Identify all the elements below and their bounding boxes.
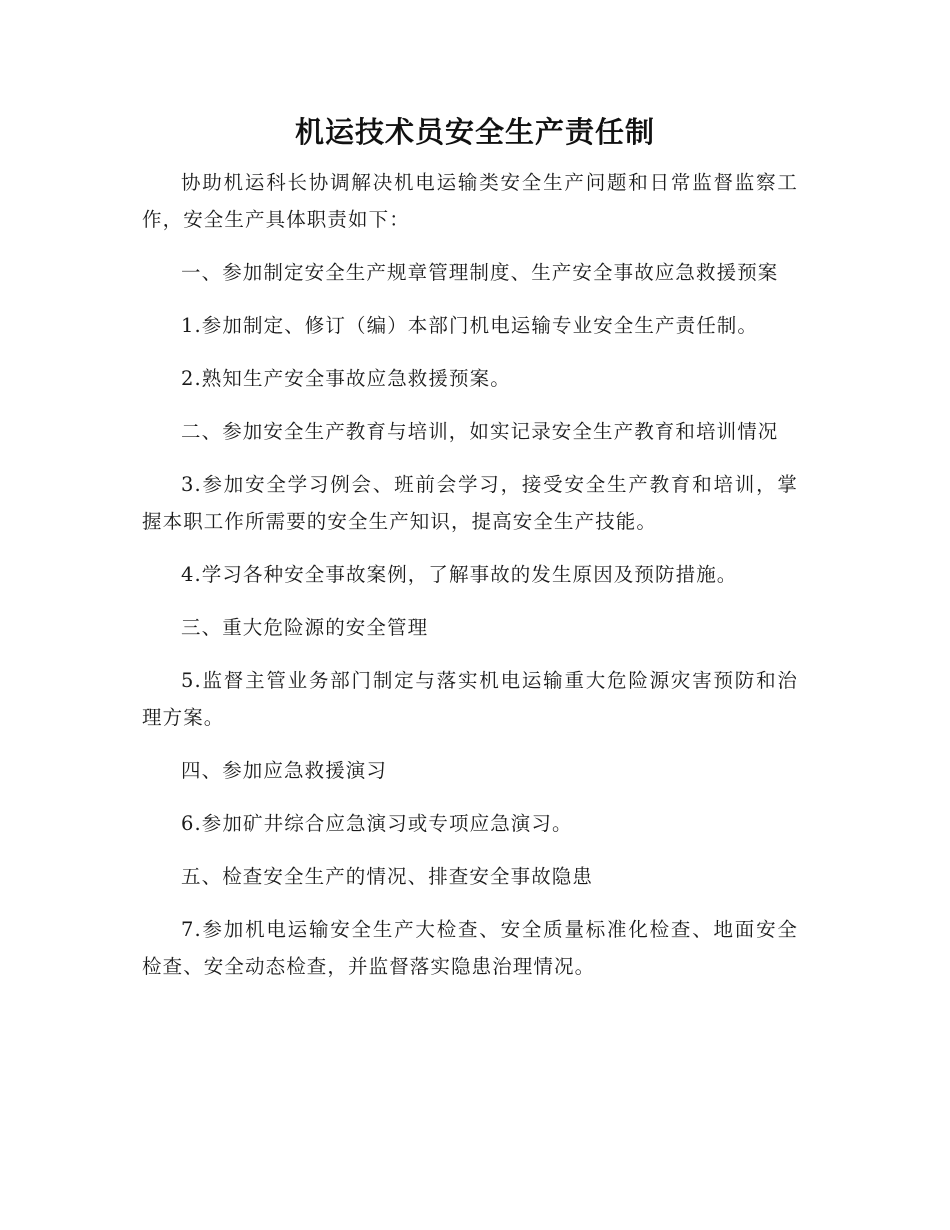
item-1: 1.参加制定、修订（编）本部门机电运输专业安全生产责任制。	[181, 314, 759, 337]
document-body	[142, 164, 798, 1001]
section-heading-1: 一、参加制定安全生产规章管理制度、生产安全事故应急救援预案	[181, 261, 779, 284]
item-7: 7.参加机电运输安全生产大检查、安全质量标准化检查、地面安全检查、安全动态检查，并监督落实隐患治理情况。	[142, 918, 798, 978]
item-2: 2.熟知生产安全事故应急救援预案。	[181, 367, 511, 390]
section-heading-3: 三、重大危险源的安全管理	[181, 616, 429, 639]
item-4: 4.学习各种安全事故案例，了解事故的发生原因及预防措施。	[181, 563, 738, 586]
section-heading-5: 五、检查安全生产的情况、排查安全事故隐患	[181, 865, 594, 888]
item-5: 5.监督主管业务部门制定与落实机电运输重大危险源灾害预防和治理方案。	[142, 669, 798, 729]
item-3: 3.参加安全学习例会、班前会学习，接受安全生产教育和培训，掌握本职工作所需要的安全生产知识，提高安全生产技能。	[142, 473, 798, 533]
section-heading-2: 二、参加安全生产教育与培训，如实记录安全生产教育和培训情况	[181, 420, 779, 443]
document-title: 机运技术员安全生产责任制	[294, 115, 655, 149]
section-heading-4: 四、参加应急救援演习	[181, 759, 388, 782]
item-6: 6.参加矿井综合应急演习或专项应急演习。	[181, 812, 573, 835]
paragraph-intro: 协助机运科长协调解决机电运输类安全生产问题和日常监督监察工作，安全生产具体职责如下：	[142, 171, 798, 231]
